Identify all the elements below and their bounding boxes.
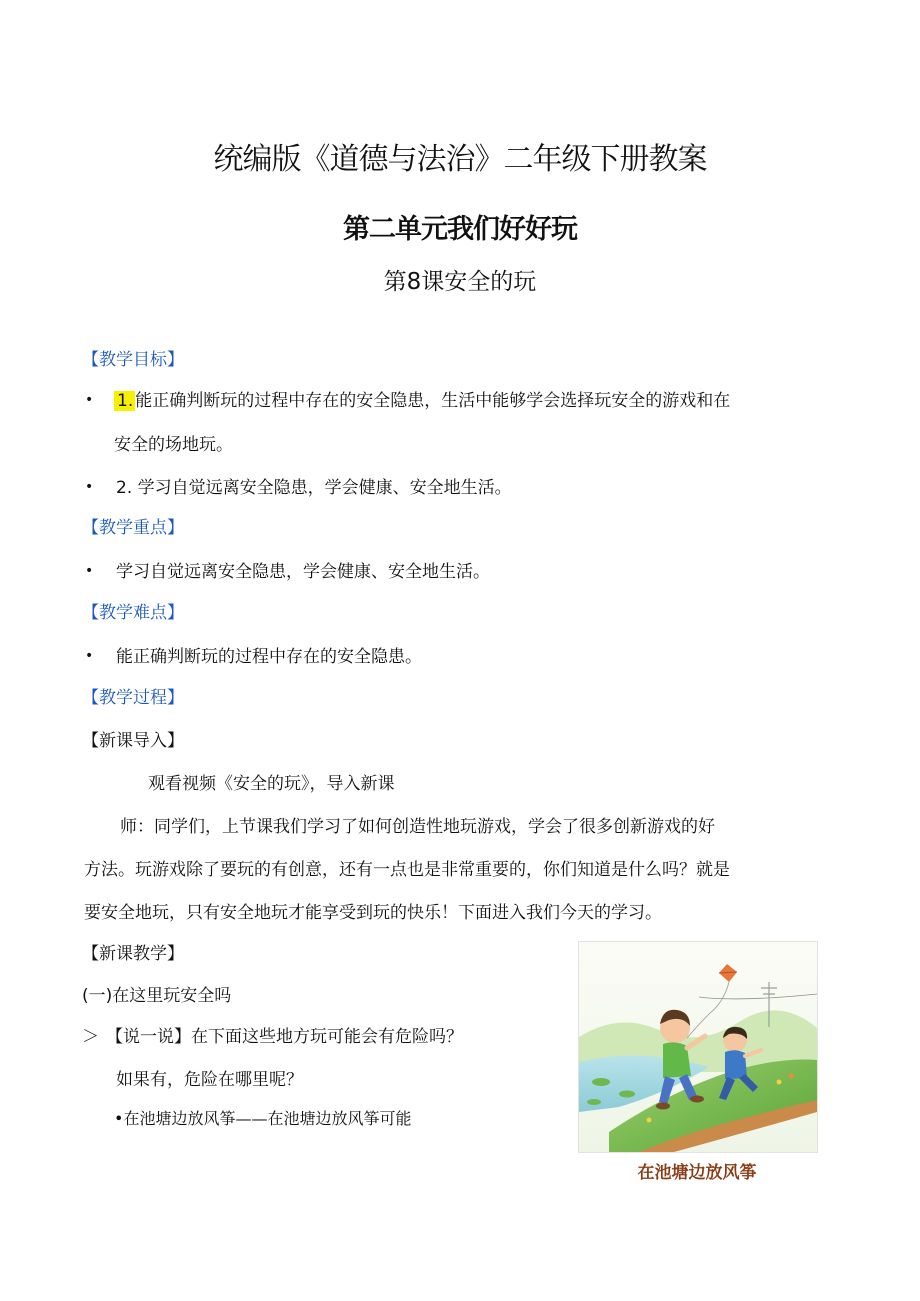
difficult-points-heading: 【教学难点】 (82, 603, 184, 623)
unit-title: 第二单元我们好好玩 (343, 214, 577, 245)
bullet-marker: • (85, 648, 94, 664)
key-points-heading: 【教学重点】 (82, 518, 184, 538)
intro-heading: 【新课导入】 (82, 731, 184, 751)
difficult-points-item: 能正确判断玩的过程中存在的安全隐患。 (116, 647, 422, 667)
goal-item-1 (114, 386, 730, 411)
highlight-number: 1. (114, 391, 135, 411)
key-points-item: 学习自觉远离安全隐患，学会健康、安全地生活。 (116, 562, 490, 582)
say-marker-icon: ＞ (82, 1027, 99, 1047)
part-one-heading: (一)在这里玩安全吗 (82, 986, 232, 1006)
bullet-marker: • (85, 563, 94, 579)
teacher-paragraph-line-1: 师：同学们，上节课我们学习了如何创造性地玩游戏，学会了很多创新游戏的好 (120, 817, 715, 837)
document-title: 统编版《道德与法治》二年级下册教案 (213, 142, 707, 177)
lesson-title: 第8课安全的玩 (383, 269, 537, 295)
intro-line: 观看视频《安全的玩》，导入新课 (148, 774, 395, 794)
illustration-caption: 在池塘边放风筝 (637, 1163, 757, 1183)
example-item: •在池塘边放风筝——在池塘边放风筝可能 (114, 1109, 412, 1128)
goal-item-1-text: 能正确判断玩的过程中存在的安全隐患，生活中能够学会选择玩安全的游戏和在 (135, 391, 731, 411)
say-prompt: 【说一说】在下面这些地方玩可能会有危险吗？ (106, 1027, 463, 1047)
bullet-marker: • (85, 479, 94, 495)
teacher-paragraph-line-3: 要安全地玩，只有安全地玩才能享受到玩的快乐！下面进入我们今天的学习。 (84, 903, 662, 923)
say-prompt-continued: 如果有，危险在哪里呢？ (116, 1070, 303, 1090)
goal-item-1-continued: 安全的场地玩。 (114, 435, 233, 455)
teacher-paragraph-line-2: 方法。玩游戏除了要玩的有创意，还有一点也是非常重要的，你们知道是什么吗？就是 (84, 860, 730, 880)
kite-by-pond-illustration (578, 941, 818, 1153)
goals-heading: 【教学目标】 (82, 350, 184, 370)
new-lesson-heading: 【新课教学】 (82, 944, 184, 964)
process-heading: 【教学过程】 (82, 688, 184, 708)
goal-item-2: 2. 学习自觉远离安全隐患，学会健康、安全地生活。 (116, 478, 512, 498)
bullet-marker: • (85, 392, 94, 408)
